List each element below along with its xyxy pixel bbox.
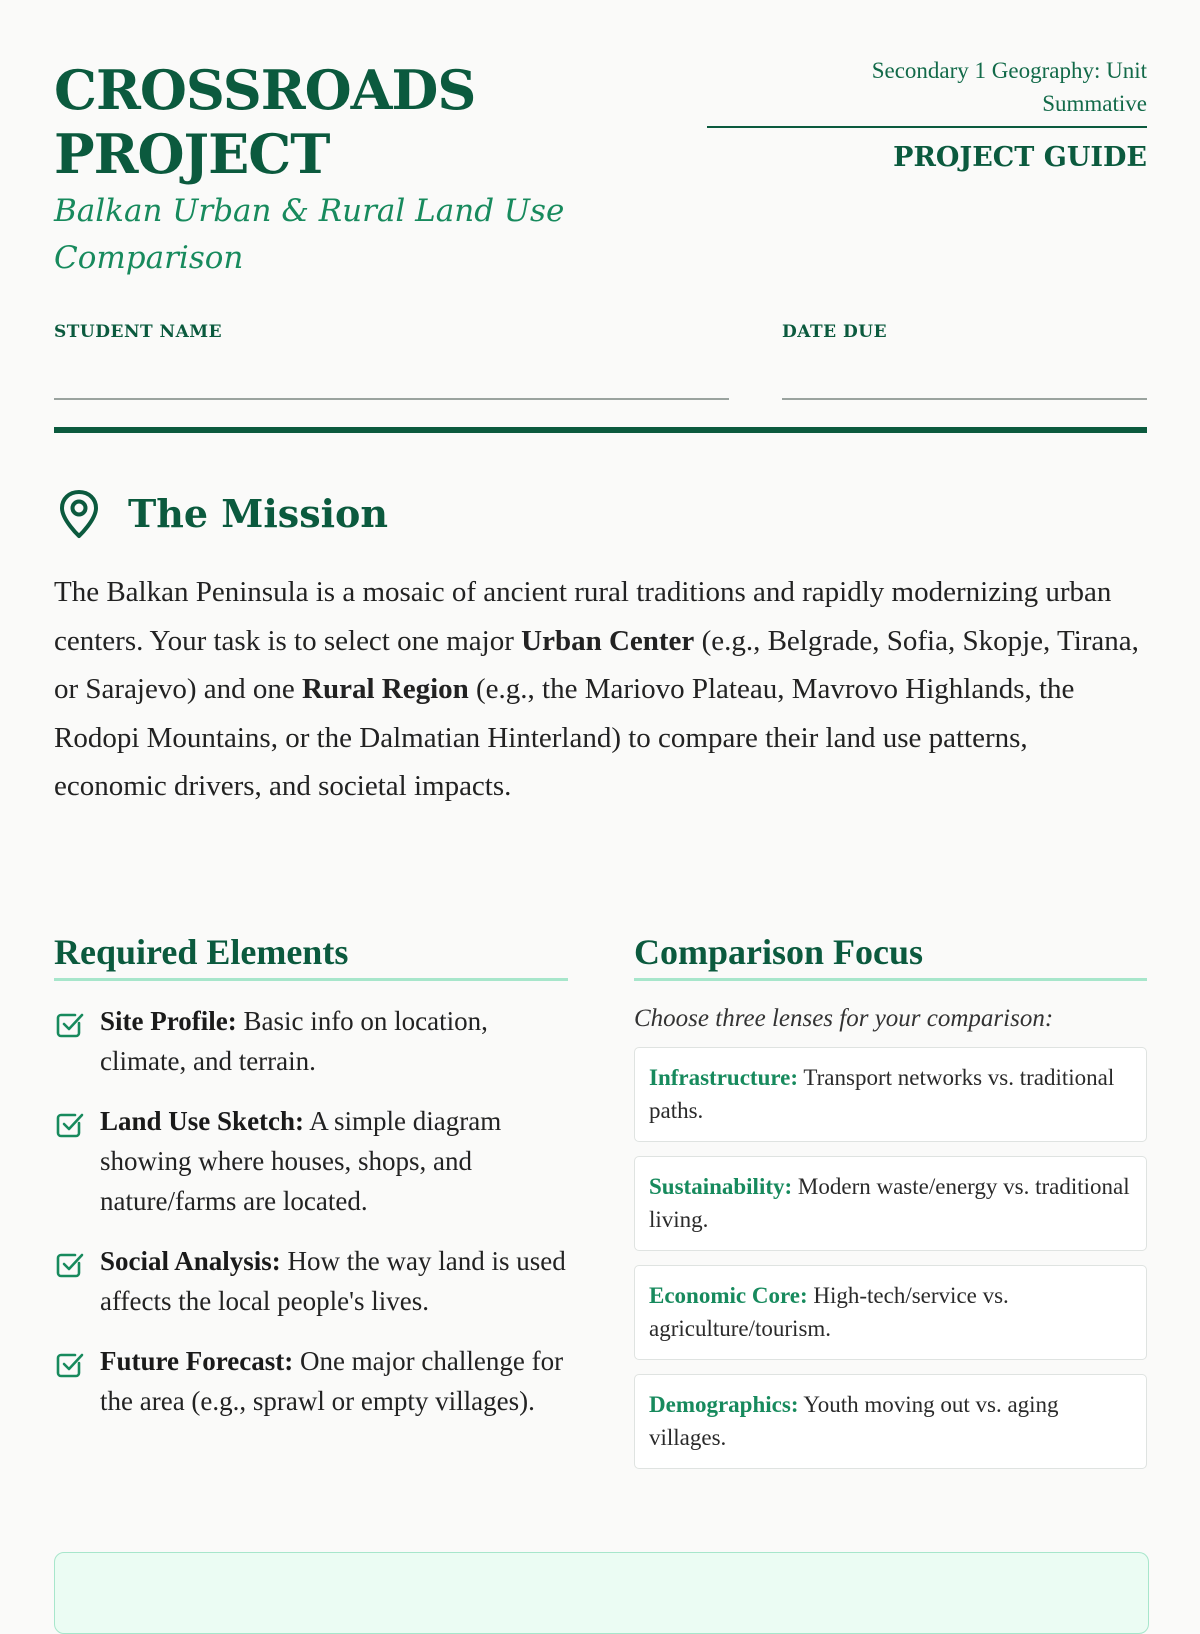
list-item bbox=[54, 1001, 568, 1081]
course-divider bbox=[707, 126, 1147, 128]
title-line-2: PROJECT bbox=[54, 122, 330, 186]
item-text: How the way land is used affects the local people's lives. bbox=[100, 1246, 566, 1316]
subtitle-line-1: Balkan Urban & Rural Land Use bbox=[54, 193, 565, 229]
mission-title: The Mission bbox=[128, 491, 389, 536]
lens-name: Sustainability: bbox=[649, 1174, 793, 1199]
project-guide-page bbox=[54, 0, 1147, 1450]
mission-text-part-3: (e.g., the Mariovo Plateau, Mavrovo Highlands, the Rodopi Mountains, or the Dalmatian Hinterland) to compare their land use patterns, economic drivers, and societal impacts. bbox=[54, 673, 1075, 802]
bottom-panel bbox=[54, 1552, 1149, 1634]
date-due-label: DATE DUE bbox=[782, 322, 888, 342]
comparison-intro: Choose three lenses for your comparison: bbox=[634, 1005, 1054, 1032]
item-label: Land Use Sketch: bbox=[100, 1106, 305, 1136]
date-due-field[interactable] bbox=[782, 398, 1147, 400]
title-line-1: CROSSROADS bbox=[54, 58, 476, 122]
comparison-focus-title: Comparison Focus bbox=[634, 930, 1147, 981]
item-label: Social Analysis: bbox=[100, 1246, 281, 1276]
course-label bbox=[767, 54, 1147, 120]
lens-text: Modern waste/energy vs. traditional living. bbox=[649, 1174, 1130, 1232]
project-subtitle bbox=[54, 188, 574, 282]
required-elements-list bbox=[54, 1001, 568, 1421]
header-divider bbox=[54, 427, 1147, 433]
lens-card-economic-core bbox=[634, 1265, 1147, 1360]
checkbox-icon bbox=[54, 1248, 86, 1280]
item-label: Site Profile: bbox=[100, 1006, 237, 1036]
lens-card-demographics bbox=[634, 1374, 1147, 1469]
list-item bbox=[54, 1101, 568, 1221]
lens-name: Demographics: bbox=[649, 1392, 799, 1417]
required-elements-section bbox=[54, 930, 568, 1441]
checkbox-icon bbox=[54, 1108, 86, 1140]
required-elements-title: Required Elements bbox=[54, 930, 568, 981]
lens-card-infrastructure bbox=[634, 1047, 1147, 1142]
lens-text: Youth moving out vs. aging villages. bbox=[649, 1392, 1059, 1450]
lens-name: Economic Core: bbox=[649, 1283, 808, 1308]
project-title bbox=[54, 58, 654, 186]
comparison-focus-section bbox=[634, 930, 1147, 1483]
urban-center-label: Urban Center bbox=[521, 624, 695, 657]
item-text: A simple diagram showing where houses, shops, and nature/farms are located. bbox=[100, 1106, 502, 1216]
lens-text: High-tech/service vs. agriculture/tourism. bbox=[649, 1283, 1009, 1341]
student-name-label: STUDENT NAME bbox=[54, 322, 223, 342]
mission-text-part-1: The Balkan Peninsula is a mosaic of ancient rural traditions and rapidly modernizing urban centers. Your task is to select one major bbox=[54, 576, 1112, 657]
list-item bbox=[54, 1341, 568, 1421]
header bbox=[54, 0, 1147, 440]
checkbox-icon bbox=[54, 1008, 86, 1040]
student-name-field[interactable] bbox=[54, 398, 729, 400]
lens-card-sustainability bbox=[634, 1156, 1147, 1251]
rural-region-label: Rural Region bbox=[302, 673, 469, 705]
course-line-1: Secondary 1 Geography: Unit bbox=[871, 58, 1147, 83]
course-line-2: Summative bbox=[1042, 91, 1147, 116]
mission-text bbox=[54, 568, 1147, 811]
item-label: Future Forecast: bbox=[100, 1346, 294, 1376]
item-text: Basic info on location, climate, and terrain. bbox=[100, 1006, 488, 1076]
checkbox-icon bbox=[54, 1348, 86, 1380]
item-text: One major challenge for the area (e.g., sprawl or empty villages). bbox=[100, 1346, 564, 1416]
lens-name: Infrastructure: bbox=[649, 1065, 799, 1090]
list-item bbox=[54, 1241, 568, 1321]
map-pin-icon bbox=[54, 488, 104, 540]
subtitle-line-2: Comparison bbox=[54, 240, 244, 276]
guide-label: PROJECT GUIDE bbox=[893, 142, 1147, 173]
mission-text-part-2: (e.g., Belgrade, Sofia, Skopje, Tirana, or Sarajevo) and one bbox=[54, 624, 1139, 705]
lens-text: Transport networks vs. traditional paths. bbox=[649, 1065, 1115, 1123]
